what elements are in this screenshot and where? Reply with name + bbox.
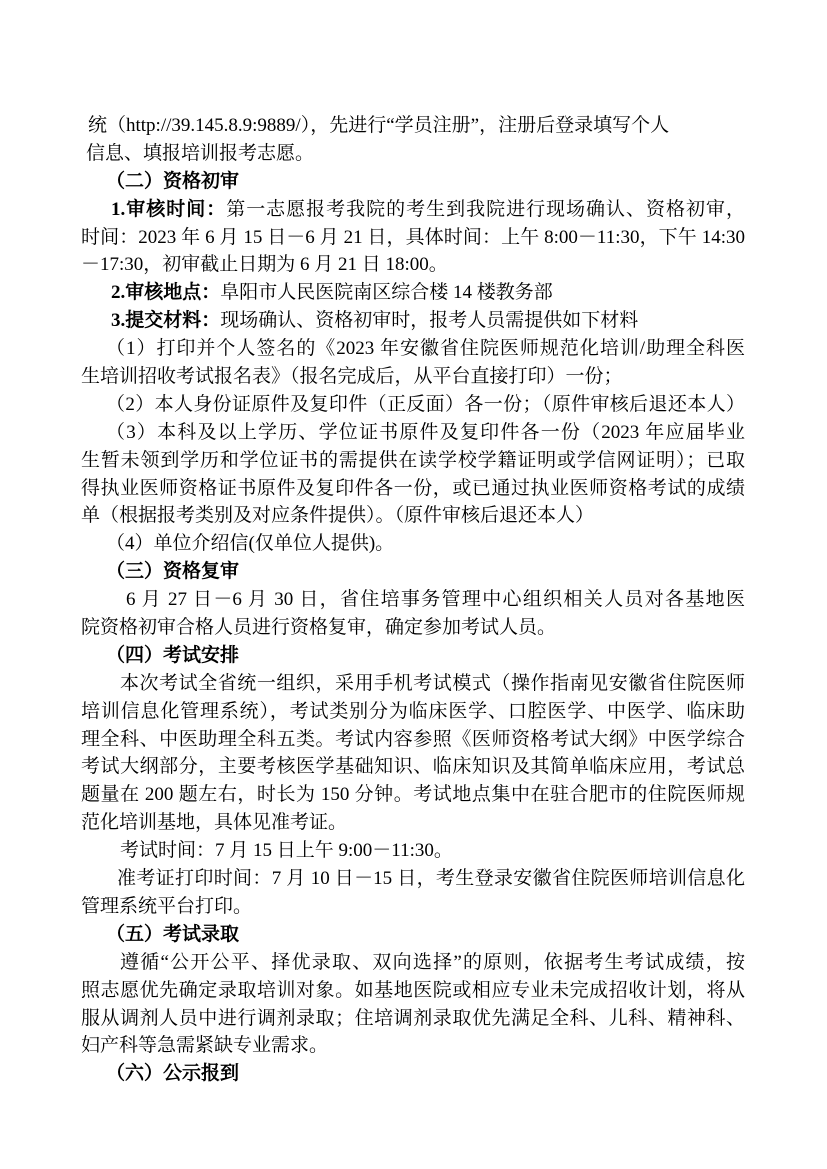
- text-line: [81, 893, 745, 921]
- text-line: [81, 251, 745, 279]
- text-line: [81, 949, 745, 977]
- text-run: －17:30，初审截止日期为 6 月 21 日 18:00。: [81, 254, 448, 276]
- text-line: [81, 865, 745, 893]
- text-run: （4）单位介绍信(仅单位人提供)。: [106, 533, 395, 555]
- bold-text-run: （二）资格初审: [106, 170, 240, 192]
- section-heading: [81, 1060, 745, 1088]
- text-run: 统（http://39.145.8.9:9889/），先进行“学员注册”，注册后登录填写个人: [88, 115, 670, 136]
- text-line: [81, 530, 745, 558]
- text-line: [81, 419, 745, 447]
- bold-text-run: 1.审核时间：: [111, 198, 227, 220]
- text-line: [81, 335, 745, 363]
- text-run: 妇产科等急需紧缺专业需求。: [81, 1035, 329, 1057]
- text-run: 信息、填报培训报考志愿。: [86, 142, 315, 164]
- text-line: [81, 140, 745, 168]
- section-heading: [81, 921, 745, 949]
- text-run: 题量在 200 题左右，时长为 150 分钟。考试地点集中在驻合肥市的住院医师规: [81, 784, 745, 806]
- text-line: [81, 391, 745, 419]
- text-line: [81, 586, 745, 614]
- text-run: 阜阳市人民医院南区综合楼 14 楼教务部: [220, 282, 553, 304]
- bold-text-run: （六）公示报到: [106, 1063, 240, 1085]
- text-line: [81, 224, 745, 252]
- text-line: [81, 475, 745, 503]
- text-run: 管理系统平台打印。: [81, 895, 253, 917]
- text-line: [81, 614, 745, 642]
- text-run: 院资格初审合格人员进行资格复审，确定参加考试人员。: [81, 617, 557, 639]
- text-run: 第一志愿报考我院的考生到我院进行现场确认、资格初审，: [226, 198, 745, 220]
- text-run: 得执业医师资格证书原件及复印件各一份，或已通过执业医师资格考试的成绩: [81, 477, 745, 499]
- text-run: 考试时间：7 月 15 日上午 9:00－11:30。: [120, 840, 453, 862]
- text-run: （3）本科及以上学历、学位证书原件及复印件各一份（2023 年应届毕业: [106, 421, 745, 443]
- text-run: 理全科、中医助理全科五类。考试内容参照《医师资格考试大纲》中医学综合: [81, 728, 745, 750]
- text-run: 培训信息化管理系统），考试类别分为临床医学、口腔医学、中医学、临床助: [81, 700, 745, 722]
- text-run: 准考证打印时间：7 月 10 日－15 日，考生登录安徽省住院医师培训信息化: [117, 868, 745, 890]
- text-run: （2）本人身份证原件及复印件（正反面）各一份；（原件审核后退还本人）: [106, 393, 745, 415]
- section-heading: [81, 642, 745, 670]
- bold-text-run: （四）考试安排: [106, 644, 240, 666]
- text-run: 考试大纲部分，主要考核医学基础知识、临床知识及其简单临床应用，考试总: [81, 756, 745, 778]
- bold-text-run: 3.提交材料：: [111, 310, 221, 332]
- text-line: [81, 977, 745, 1005]
- text-line: [81, 196, 745, 224]
- text-run: 服从调剂人员中进行调剂录取；住培调剂录取优先满足全科、儿科、精神科、: [81, 1007, 745, 1029]
- bold-text-run: 2.审核地点：: [111, 282, 221, 304]
- text-run: 本次考试全省统一组织，采用手机考试模式（操作指南见安徽省住院医师: [120, 672, 745, 694]
- text-run: （1）打印并个人签名的《2023 年安徽省住院医师规范化培训/助理全科医: [106, 338, 745, 360]
- text-run: 遵循“公开公平、择优录取、双向选择”的原则，依据考生考试成绩，按: [120, 951, 745, 973]
- text-line: [81, 670, 745, 698]
- text-run: 照志愿优先确定录取培训对象。如基地医院或相应专业未完成招收计划，将从: [81, 979, 745, 1001]
- text-line: [81, 447, 745, 475]
- text-line: [81, 781, 745, 809]
- text-line: [81, 279, 745, 307]
- text-line: [81, 502, 745, 530]
- text-line: [81, 1005, 745, 1033]
- text-run: 时间：2023 年 6 月 15 日－6 月 21 日，具体时间：上午 8:00－11:30，下午 14:30: [81, 226, 745, 248]
- text-line: [81, 698, 745, 726]
- text-run: 范化培训基地，具体见准考证。: [81, 812, 348, 834]
- bold-text-run: （五）考试录取: [106, 923, 240, 945]
- text-run: 生培训招收考试报名表》（报名完成后，从平台直接打印）一份；: [81, 366, 623, 388]
- text-line: [81, 726, 745, 754]
- section-heading: [81, 558, 745, 586]
- text-line: [81, 837, 745, 865]
- text-run: 6 月 27 日－6 月 30 日，省住培事务管理中心组织相关人员对各基地医: [126, 589, 745, 611]
- text-line: [81, 753, 745, 781]
- text-run: 单（根据报考类别及对应条件提供）。（原件审核后退还本人）: [81, 505, 595, 527]
- text-line: [81, 307, 745, 335]
- document-body: [81, 112, 745, 1088]
- bold-text-run: （三）资格复审: [106, 561, 240, 583]
- text-line: [81, 1032, 745, 1060]
- text-line: [81, 112, 745, 140]
- text-run: 生暂未领到学历和学位证书的需提供在读学校学籍证明或学信网证明）；已取: [81, 449, 745, 471]
- text-line: [81, 809, 745, 837]
- text-run: 现场确认、资格初审时，报考人员需提供如下材料: [220, 310, 639, 332]
- section-heading: [81, 168, 745, 196]
- text-line: [81, 363, 745, 391]
